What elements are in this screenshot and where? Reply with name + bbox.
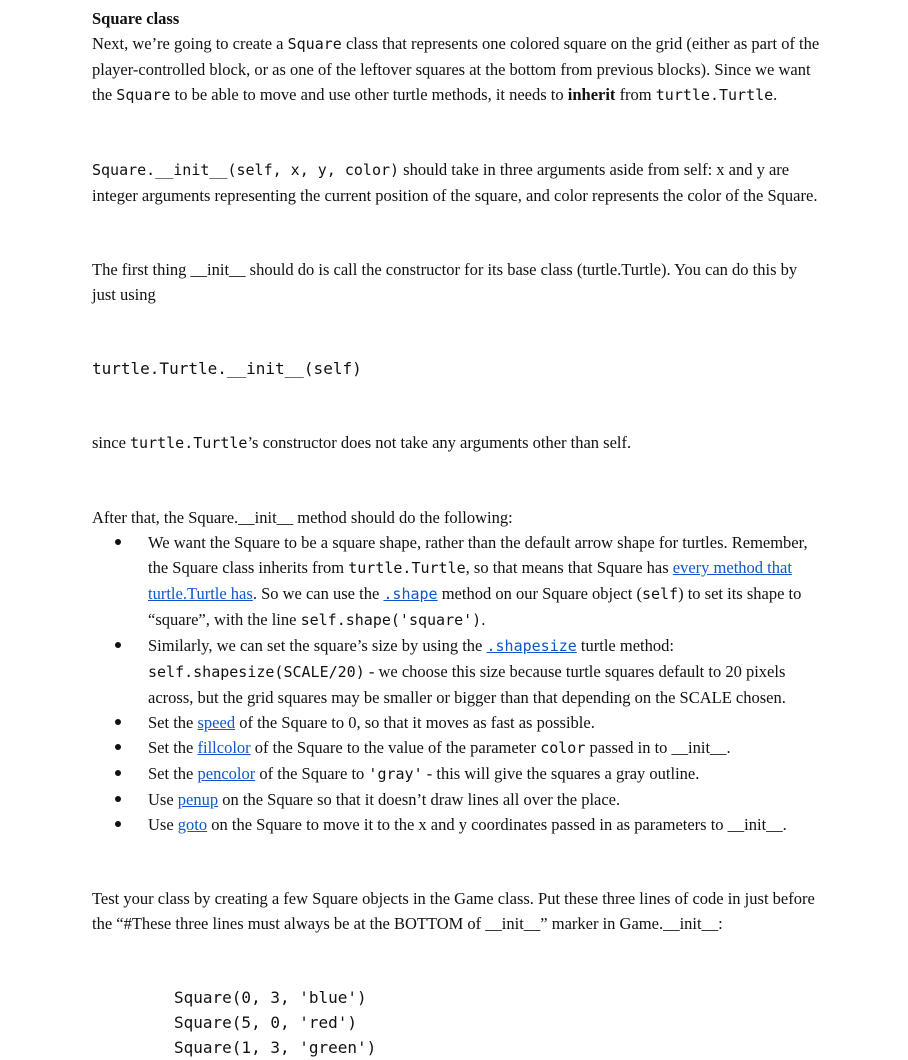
inline-code: color <box>540 739 586 757</box>
link-shapesize[interactable]: .shapesize <box>486 637 577 655</box>
inline-code: turtle.Turtle <box>348 559 466 577</box>
link-fillcolor[interactable]: fillcolor <box>197 738 251 757</box>
bold-text: inherit <box>567 85 616 104</box>
after-that-paragraph: After that, the Square.__init__ method should do the following: <box>92 508 513 527</box>
link-shape[interactable]: .shape <box>383 585 438 603</box>
inline-code: Square <box>116 86 171 104</box>
inline-code: self.shapesize(SCALE/20) <box>148 663 365 681</box>
inline-code: 'gray' <box>368 765 423 783</box>
since-paragraph: since turtle.Turtle’s constructor does not take any arguments other than self. <box>92 433 632 452</box>
list-item: Similarly, we can set the square’s size by using the .shapesize turtle method: self.shapesize(SCALE/20) - we choose this size because turtle squares default to 20 pixels across, but the grid squares may be smaller or bigger than that depending on the SCALE chosen. <box>148 633 822 710</box>
inline-code: Square.__init__(self, x, y, color) <box>92 161 400 179</box>
list-item: Set the fillcolor of the Square to the value of the parameter color passed in to __init__. <box>148 735 822 761</box>
init-signature-paragraph: Square.__init__(self, x, y, color) should take in three arguments aside from self: x and y are integer arguments representing the current position of the square, and color represents the color of the Square. <box>92 160 818 205</box>
link-goto[interactable]: goto <box>177 815 208 834</box>
code-block-constructor: turtle.Turtle.__init__(self) <box>92 359 362 378</box>
bullet-icon <box>115 642 121 648</box>
list-item: Set the pencolor of the Square to 'gray' - this will give the squares a gray outline. <box>148 761 822 787</box>
bullet-icon <box>115 719 121 725</box>
code-block-squares <box>92 985 822 1060</box>
link-speed[interactable]: speed <box>197 713 236 732</box>
code-line: Square(1, 3, 'green') <box>174 1038 377 1057</box>
steps-list <box>92 530 822 837</box>
list-item: We want the Square to be a square shape, rather than the default arrow shape for turtles. Remember, the Square class inherits from turtle.Turtle, so that means that Square has every method that turtle.Turtle has. So we can use the .shape method on our Square object (self) to set its shape to “square”, with the line self.shape('square'). <box>148 530 822 633</box>
test-paragraph: Test your class by creating a few Square objects in the Game class. Put these three lines of code in just before the “#These three lines must always be at the BOTTOM of __init__” marker in Game.__init__: <box>92 889 815 933</box>
list-item: Use penup on the Square so that it doesn’t draw lines all over the place. <box>148 787 822 812</box>
link-every-method[interactable]: every method that turtle.Turtle has <box>148 558 792 603</box>
intro-paragraph: Next, we’re going to create a Square class that represents one colored square on the grid (either as part of the player-controlled block, or as one of the leftover squares at the bottom from previous blocks). Since we want the Square to be able to move and use other turtle methods, it needs to inherit from turtle.Turtle. <box>92 34 820 104</box>
bullet-icon <box>115 744 121 750</box>
bullet-icon <box>115 821 121 827</box>
bullet-icon <box>115 539 121 545</box>
list-item: Set the speed of the Square to 0, so that it moves as fast as possible. <box>148 710 822 735</box>
code-line: Square(5, 0, 'red') <box>174 1013 358 1032</box>
list-item: Use goto on the Square to move it to the x and y coordinates passed in as parameters to __init__. <box>148 812 822 837</box>
inline-code: self.shape('square') <box>300 611 482 629</box>
inline-code: turtle.Turtle <box>655 86 774 104</box>
document-body <box>92 6 822 1060</box>
bullet-icon <box>115 796 121 802</box>
bullet-icon <box>115 770 121 776</box>
inline-code: turtle.Turtle <box>130 434 248 452</box>
link-pencolor[interactable]: pencolor <box>197 764 256 783</box>
section-heading: Square class <box>92 9 180 28</box>
inline-code: self <box>641 585 679 603</box>
inline-code: Square <box>287 35 342 53</box>
constructor-paragraph: The first thing __init__ should do is call the constructor for its base class (turtle.Turtle). You can do this by just using <box>92 260 798 304</box>
link-penup[interactable]: penup <box>177 790 219 809</box>
code-line: Square(0, 3, 'blue') <box>174 988 367 1007</box>
